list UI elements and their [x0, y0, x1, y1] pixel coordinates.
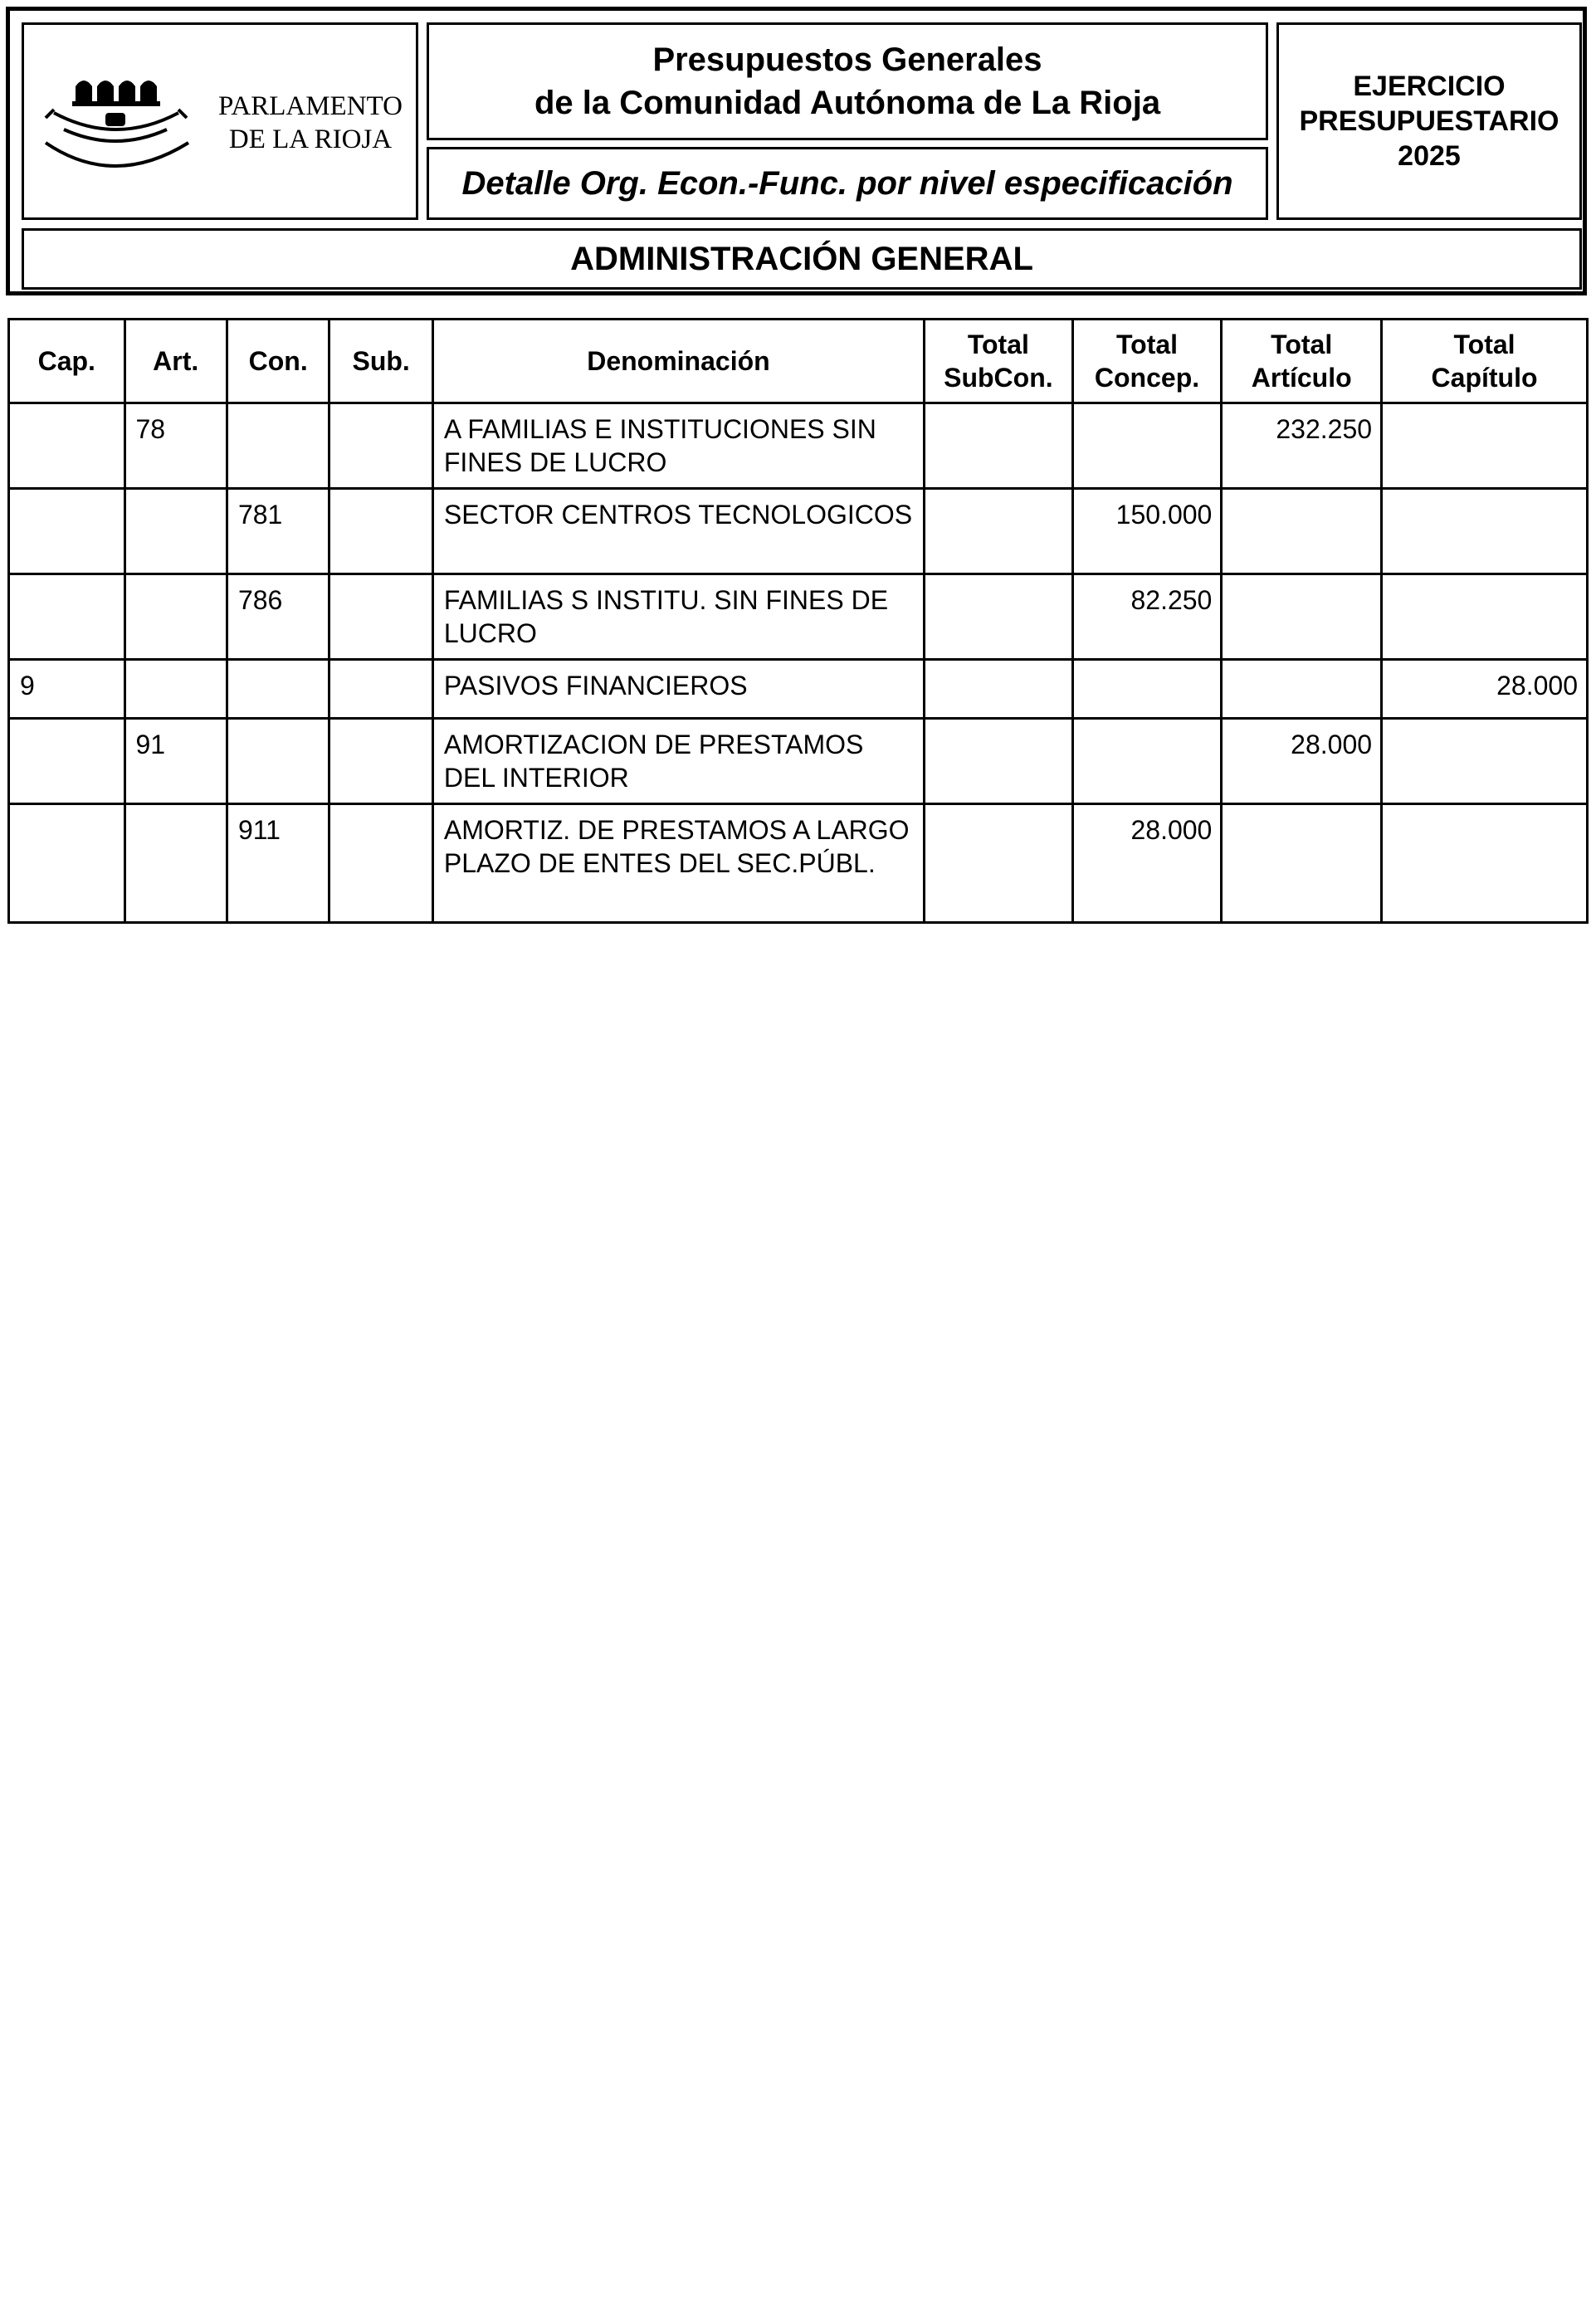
col-header-con: Con.	[227, 320, 329, 403]
cell-denominacion: FAMILIAS S INSTITU. SIN FINES DE LUCRO	[432, 574, 924, 660]
cell-cap	[9, 574, 125, 660]
budget-table	[7, 318, 1589, 924]
col-header-total-subcon: Total SubCon.	[925, 320, 1073, 403]
table-row	[9, 804, 1588, 923]
cell-total-capitulo: 28.000	[1382, 660, 1588, 719]
ejercicio-line-1: EJERCICIO	[1353, 71, 1506, 102]
cell-total-capitulo	[1382, 574, 1588, 660]
cell-total-articulo: 28.000	[1222, 719, 1382, 804]
cell-total-subcon	[925, 719, 1073, 804]
cell-total-capitulo	[1382, 489, 1588, 574]
cell-total-capitulo	[1382, 403, 1588, 489]
cell-sub	[329, 719, 432, 804]
cell-total-concep: 28.000	[1072, 804, 1222, 923]
cell-art	[124, 489, 227, 574]
cell-total-concep: 150.000	[1072, 489, 1222, 574]
cell-denominacion: AMORTIZACION DE PRESTAMOS DEL INTERIOR	[432, 719, 924, 804]
title-line-2: de la Comunidad Autónoma de La Rioja	[534, 85, 1161, 121]
ejercicio-year: 2025	[1398, 140, 1461, 172]
cell-denominacion: AMORTIZ. DE PRESTAMOS A LARGO PLAZO DE ENTES DEL SEC.PÚBL.	[432, 804, 924, 923]
cell-art	[124, 574, 227, 660]
cell-con: 781	[227, 489, 329, 574]
ejercicio-line-2: PRESUPUESTARIO	[1299, 105, 1559, 137]
cell-sub	[329, 403, 432, 489]
fiscal-year-box	[1276, 22, 1582, 220]
cell-sub	[329, 804, 432, 923]
logo-box	[22, 22, 418, 220]
table-header-row	[9, 320, 1588, 403]
cell-total-articulo: 232.250	[1222, 403, 1382, 489]
logo-line-1: PARLAMENTO	[218, 91, 403, 121]
table-row	[9, 574, 1588, 660]
cell-con: 786	[227, 574, 329, 660]
cell-total-subcon	[925, 804, 1073, 923]
cell-total-capitulo	[1382, 719, 1588, 804]
cell-total-articulo	[1222, 660, 1382, 719]
cell-total-articulo	[1222, 804, 1382, 923]
table-row	[9, 489, 1588, 574]
title-line-1: Presupuestos Generales	[652, 41, 1042, 78]
section-title: ADMINISTRACIÓN GENERAL	[22, 228, 1582, 290]
cell-cap	[9, 804, 125, 923]
col-header-total-articulo: Total Artículo	[1222, 320, 1382, 403]
cell-con	[227, 719, 329, 804]
cell-total-subcon	[925, 574, 1073, 660]
table-row	[9, 719, 1588, 804]
cell-con: 911	[227, 804, 329, 923]
col-header-denominacion: Denominación	[432, 320, 924, 403]
table-row	[9, 660, 1588, 719]
cell-total-articulo	[1222, 574, 1382, 660]
cell-total-concep: 82.250	[1072, 574, 1222, 660]
cell-total-subcon	[925, 403, 1073, 489]
cell-denominacion: PASIVOS FINANCIEROS	[432, 660, 924, 719]
cell-con	[227, 403, 329, 489]
logo-line-2: DE LA RIOJA	[228, 124, 393, 154]
col-header-cap: Cap.	[9, 320, 125, 403]
cell-cap	[9, 719, 125, 804]
col-header-total-concep: Total Concep.	[1072, 320, 1222, 403]
cell-sub	[329, 574, 432, 660]
table-row	[9, 403, 1588, 489]
cell-art: 91	[124, 719, 227, 804]
parliament-emblem-icon	[39, 63, 205, 188]
cell-cap	[9, 403, 125, 489]
cell-sub	[329, 660, 432, 719]
cell-sub	[329, 489, 432, 574]
cell-total-capitulo	[1382, 804, 1588, 923]
cell-cap	[9, 489, 125, 574]
cell-total-concep	[1072, 719, 1222, 804]
cell-total-subcon	[925, 489, 1073, 574]
cell-denominacion: A FAMILIAS E INSTITUCIONES SIN FINES DE LUCRO	[432, 403, 924, 489]
document-subtitle: Detalle Org. Econ.-Func. por nivel especificación	[427, 147, 1268, 220]
cell-art	[124, 660, 227, 719]
logo-wordmark	[207, 90, 414, 156]
cell-cap: 9	[9, 660, 125, 719]
col-header-total-capitulo: Total Capítulo	[1382, 320, 1588, 403]
cell-con	[227, 660, 329, 719]
cell-total-concep	[1072, 403, 1222, 489]
cell-total-articulo	[1222, 489, 1382, 574]
document-title	[427, 22, 1268, 140]
cell-denominacion: SECTOR CENTROS TECNOLOGICOS	[432, 489, 924, 574]
cell-total-concep	[1072, 660, 1222, 719]
cell-art: 78	[124, 403, 227, 489]
col-header-art: Art.	[124, 320, 227, 403]
cell-total-subcon	[925, 660, 1073, 719]
col-header-sub: Sub.	[329, 320, 432, 403]
cell-art	[124, 804, 227, 923]
document-header	[6, 7, 1587, 295]
